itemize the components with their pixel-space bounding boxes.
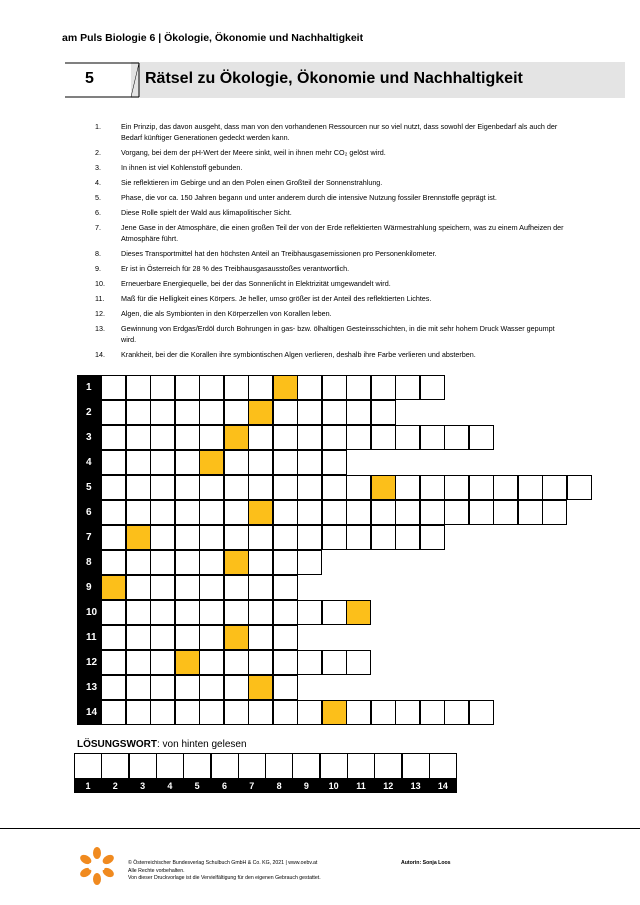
solution-number: 3	[129, 779, 157, 793]
letter-cell[interactable]	[126, 575, 151, 600]
highlighted-letter-cell[interactable]	[175, 650, 200, 675]
letter-cell[interactable]	[273, 450, 298, 475]
letter-cell[interactable]	[150, 450, 175, 475]
letter-cell[interactable]	[395, 375, 420, 400]
clue-item	[95, 279, 565, 290]
letter-cell[interactable]	[420, 500, 445, 525]
letter-cell[interactable]	[322, 400, 347, 425]
letter-cell[interactable]	[224, 700, 249, 725]
letter-cell[interactable]	[199, 525, 224, 550]
letter-cell[interactable]	[224, 500, 249, 525]
solution-label	[77, 739, 247, 750]
letter-cell[interactable]	[346, 475, 371, 500]
letter-cell[interactable]	[273, 425, 298, 450]
letter-cell[interactable]	[199, 425, 224, 450]
solution-number: 12	[374, 779, 402, 793]
clue-number: 13.	[95, 324, 105, 334]
clue-number: 10.	[95, 279, 105, 289]
letter-cell[interactable]	[395, 700, 420, 725]
row-number: 14	[77, 700, 101, 725]
letter-cell[interactable]	[371, 525, 396, 550]
row-number: 3	[77, 425, 101, 450]
letter-cell[interactable]	[518, 475, 543, 500]
letter-cell[interactable]	[469, 500, 494, 525]
letter-cell[interactable]	[248, 625, 273, 650]
page-header: am Puls Biologie 6 | Ökologie, Ökonomie und Nachhaltigkeit	[62, 32, 364, 44]
solution-number: 5	[183, 779, 211, 793]
letter-cell[interactable]	[150, 625, 175, 650]
letter-cell[interactable]	[273, 500, 298, 525]
footer-copyright	[128, 860, 388, 883]
letter-cell[interactable]	[175, 600, 200, 625]
letter-cell[interactable]	[126, 700, 151, 725]
clue-item	[95, 122, 565, 143]
letter-cell[interactable]	[248, 700, 273, 725]
letter-cell[interactable]	[175, 550, 200, 575]
letter-cell[interactable]	[199, 625, 224, 650]
highlighted-letter-cell[interactable]	[248, 675, 273, 700]
solution-letter-cell[interactable]	[211, 753, 239, 779]
letter-cell[interactable]	[199, 575, 224, 600]
logo-text: öbv	[88, 862, 106, 873]
letter-cell[interactable]	[101, 375, 126, 400]
rights-line: Alle Rechte vorbehalten.	[128, 867, 185, 874]
clue-item	[95, 264, 565, 275]
letter-cell[interactable]	[199, 375, 224, 400]
solution-letter-cell[interactable]	[265, 753, 293, 779]
letter-cell[interactable]	[126, 450, 151, 475]
solution-letter-cell[interactable]	[320, 753, 348, 779]
clue-number: 3.	[95, 162, 101, 172]
clue-text: Algen, die als Symbionten in den Körperzellen von Korallen leben.	[121, 309, 332, 319]
row-number: 10	[77, 600, 101, 625]
solution-number: 10	[320, 779, 348, 793]
letter-cell[interactable]	[395, 525, 420, 550]
letter-cell[interactable]	[150, 475, 175, 500]
clue-text: Ein Prinzip, das davon ausgeht, dass man von den vorhandenen Ressourcen nur so viel nutzt, dass sowohl der Eigenbedarf als auch der Bedarf künftiger Generationen gedeckt werden kann.	[121, 122, 558, 142]
letter-cell[interactable]	[542, 500, 567, 525]
letter-cell[interactable]	[126, 600, 151, 625]
letter-cell[interactable]	[101, 500, 126, 525]
solution-letter-cell[interactable]	[347, 753, 375, 779]
letter-cell[interactable]	[175, 450, 200, 475]
clue-text: Erneuerbare Energiequelle, bei der das Sonnenlicht in Elektrizität umgewandelt wird.	[121, 279, 391, 289]
letter-cell[interactable]	[297, 425, 322, 450]
letter-cell[interactable]	[224, 450, 249, 475]
clue-text: In ihnen ist viel Kohlenstoff gebunden.	[121, 162, 243, 172]
solution-word-title: LÖSUNGSWORT	[77, 739, 157, 750]
letter-cell[interactable]	[444, 475, 469, 500]
highlighted-letter-cell[interactable]	[224, 550, 249, 575]
row-number: 4	[77, 450, 101, 475]
highlighted-letter-cell[interactable]	[371, 475, 396, 500]
letter-cell[interactable]	[224, 475, 249, 500]
letter-cell[interactable]	[322, 450, 347, 475]
letter-cell[interactable]	[346, 425, 371, 450]
letter-cell[interactable]	[224, 400, 249, 425]
letter-cell[interactable]	[199, 675, 224, 700]
letter-cell[interactable]	[175, 400, 200, 425]
letter-cell[interactable]	[371, 500, 396, 525]
letter-cell[interactable]	[101, 625, 126, 650]
letter-cell[interactable]	[346, 650, 371, 675]
letter-cell[interactable]	[175, 625, 200, 650]
letter-cell[interactable]	[297, 700, 322, 725]
highlighted-letter-cell[interactable]	[101, 575, 126, 600]
clue-item	[95, 193, 565, 204]
row-number: 12	[77, 650, 101, 675]
letter-cell[interactable]	[273, 550, 298, 575]
row-number: 11	[77, 625, 101, 650]
highlighted-letter-cell[interactable]	[224, 425, 249, 450]
letter-cell[interactable]	[273, 675, 298, 700]
author: Autorin: Sonja Loos	[401, 860, 451, 866]
solution-letter-cell[interactable]	[292, 753, 320, 779]
highlighted-letter-cell[interactable]	[224, 625, 249, 650]
letter-cell[interactable]	[126, 500, 151, 525]
letter-cell[interactable]	[224, 525, 249, 550]
clue-number: 12.	[95, 309, 105, 319]
clue-number: 2.	[95, 147, 101, 157]
letter-cell[interactable]	[126, 475, 151, 500]
clue-text: Jene Gase in der Atmosphäre, die einen großen Teil der von der Erde reflektierten Wärmestrahlung speichern, was zu einem Aufheizen der Atmosphäre führt.	[121, 223, 564, 243]
letter-cell[interactable]	[273, 525, 298, 550]
letter-cell[interactable]	[150, 675, 175, 700]
clue-text: Dieses Transportmittel hat den höchsten Anteil an Treibhausgasemissionen pro Personenkilometer.	[121, 248, 437, 258]
letter-cell[interactable]	[199, 400, 224, 425]
clue-number: 6.	[95, 208, 101, 218]
letter-cell[interactable]	[150, 425, 175, 450]
letter-cell[interactable]	[248, 450, 273, 475]
letter-cell[interactable]	[150, 700, 175, 725]
clue-item	[95, 223, 565, 244]
letter-cell[interactable]	[199, 475, 224, 500]
letter-cell[interactable]	[224, 375, 249, 400]
row-number: 6	[77, 500, 101, 525]
clue-number: 11.	[95, 294, 105, 304]
letter-cell[interactable]	[199, 650, 224, 675]
solution-number: 8	[265, 779, 293, 793]
letter-cell[interactable]	[101, 550, 126, 575]
solution-number: 6	[211, 779, 239, 793]
letter-cell[interactable]	[297, 550, 322, 575]
clue-item	[95, 208, 565, 219]
clue-text: Er ist in Österreich für 28 % des Treibhausgasausstoßes verantwortlich.	[121, 263, 350, 273]
letter-cell[interactable]	[126, 425, 151, 450]
solution-number: 11	[347, 779, 375, 793]
letter-cell[interactable]	[322, 525, 347, 550]
letter-cell[interactable]	[248, 425, 273, 450]
clue-number: 8.	[95, 248, 101, 258]
row-number: 1	[77, 375, 101, 400]
letter-cell[interactable]	[248, 600, 273, 625]
letter-cell[interactable]	[126, 375, 151, 400]
solution-letter-cell[interactable]	[183, 753, 211, 779]
highlighted-letter-cell[interactable]	[273, 375, 298, 400]
letter-cell[interactable]	[273, 400, 298, 425]
row-number: 7	[77, 525, 101, 550]
letter-cell[interactable]	[493, 475, 518, 500]
letter-cell[interactable]	[248, 525, 273, 550]
solution-letter-cell[interactable]	[374, 753, 402, 779]
clue-text: Vorgang, bei dem der pH-Wert der Meere sinkt, weil in ihnen mehr CO₂ gelöst wird.	[121, 147, 386, 157]
letter-cell[interactable]	[150, 575, 175, 600]
letter-cell[interactable]	[101, 450, 126, 475]
solution-letter-cell[interactable]	[101, 753, 129, 779]
solution-number: 2	[101, 779, 129, 793]
letter-cell[interactable]	[175, 475, 200, 500]
letter-cell[interactable]	[248, 650, 273, 675]
highlighted-letter-cell[interactable]	[248, 500, 273, 525]
highlighted-letter-cell[interactable]	[346, 600, 371, 625]
letter-cell[interactable]	[469, 425, 494, 450]
clue-text: Sie reflektieren im Gebirge und an den Polen einen Großteil der Sonnenstrahlung.	[121, 177, 383, 187]
letter-cell[interactable]	[297, 400, 322, 425]
letter-cell[interactable]	[150, 375, 175, 400]
letter-cell[interactable]	[224, 600, 249, 625]
letter-cell[interactable]	[346, 375, 371, 400]
letter-cell[interactable]	[248, 375, 273, 400]
letter-cell[interactable]	[297, 375, 322, 400]
letter-cell[interactable]	[444, 425, 469, 450]
letter-cell[interactable]	[371, 700, 396, 725]
letter-cell[interactable]	[101, 675, 126, 700]
letter-cell[interactable]	[224, 675, 249, 700]
letter-cell[interactable]	[101, 525, 126, 550]
solution-number: 1	[74, 779, 102, 793]
letter-cell[interactable]	[420, 425, 445, 450]
letter-cell[interactable]	[224, 575, 249, 600]
letter-cell[interactable]	[297, 525, 322, 550]
letter-cell[interactable]	[175, 675, 200, 700]
clue-number: 4.	[95, 177, 101, 187]
letter-cell[interactable]	[518, 500, 543, 525]
letter-cell[interactable]	[273, 625, 298, 650]
letter-cell[interactable]	[126, 675, 151, 700]
letter-cell[interactable]	[444, 700, 469, 725]
clue-number: 1.	[95, 122, 101, 131]
solution-hint: : von hinten gelesen	[157, 739, 247, 750]
letter-cell[interactable]	[224, 650, 249, 675]
letter-cell[interactable]	[199, 500, 224, 525]
clue-item	[95, 309, 565, 320]
letter-cell[interactable]	[175, 525, 200, 550]
copyright-line: © Österreichischer Bundesverlag Schulbuch GmbH & Co. KG, 2021 | www.oebv.at	[128, 860, 318, 866]
row-number: 2	[77, 400, 101, 425]
letter-cell[interactable]	[444, 500, 469, 525]
letter-cell[interactable]	[420, 475, 445, 500]
letter-cell[interactable]	[248, 575, 273, 600]
highlighted-letter-cell[interactable]	[248, 400, 273, 425]
solution-number: 13	[402, 779, 430, 793]
clue-number: 7.	[95, 223, 101, 233]
letter-cell[interactable]	[469, 700, 494, 725]
letter-cell[interactable]	[420, 375, 445, 400]
letter-cell[interactable]	[297, 475, 322, 500]
letter-cell[interactable]	[126, 625, 151, 650]
solution-letter-cell[interactable]	[156, 753, 184, 779]
letter-cell[interactable]	[322, 500, 347, 525]
clue-number: 14.	[95, 350, 105, 359]
letter-cell[interactable]	[248, 475, 273, 500]
letter-cell[interactable]	[175, 425, 200, 450]
letter-cell[interactable]	[346, 500, 371, 525]
letter-cell[interactable]	[126, 400, 151, 425]
letter-cell[interactable]	[175, 700, 200, 725]
permission-line: Von dieser Druckvorlage ist die Vervielfältigung für den eigenen Gebrauch gestattet.	[128, 875, 321, 881]
letter-cell[interactable]	[322, 475, 347, 500]
letter-cell[interactable]	[150, 600, 175, 625]
letter-cell[interactable]	[150, 650, 175, 675]
letter-cell[interactable]	[346, 400, 371, 425]
letter-cell[interactable]	[273, 475, 298, 500]
solution-letter-cell[interactable]	[238, 753, 266, 779]
clue-text: Maß für die Helligkeit eines Körpers. Je heller, umso größer ist der Anteil des reflektierten Lichtes.	[121, 294, 432, 304]
letter-cell[interactable]	[273, 575, 298, 600]
letter-cell[interactable]	[101, 650, 126, 675]
letter-cell[interactable]	[150, 525, 175, 550]
letter-cell[interactable]	[297, 450, 322, 475]
letter-cell[interactable]	[346, 700, 371, 725]
clue-text: Krankheit, bei der die Korallen ihre symbiontischen Algen verlieren, deshalb ihre Farbe verlieren und absterben.	[121, 350, 476, 359]
letter-cell[interactable]	[101, 700, 126, 725]
clue-number: 5.	[95, 192, 101, 202]
solution-letter-cell[interactable]	[74, 753, 102, 779]
clue-item	[95, 350, 565, 361]
solution-number: 7	[238, 779, 266, 793]
letter-cell[interactable]	[346, 525, 371, 550]
letter-cell[interactable]	[371, 425, 396, 450]
clue-item	[95, 294, 565, 305]
letter-cell[interactable]	[322, 600, 347, 625]
clue-item	[95, 249, 565, 260]
letter-cell[interactable]	[493, 500, 518, 525]
letter-cell[interactable]	[297, 600, 322, 625]
clue-item	[95, 324, 565, 345]
letter-cell[interactable]	[175, 500, 200, 525]
letter-cell[interactable]	[150, 550, 175, 575]
highlighted-letter-cell[interactable]	[322, 700, 347, 725]
letter-cell[interactable]	[273, 650, 298, 675]
letter-cell[interactable]	[248, 550, 273, 575]
letter-cell[interactable]	[199, 700, 224, 725]
solution-number: 9	[292, 779, 320, 793]
letter-cell[interactable]	[542, 475, 567, 500]
title-band	[65, 62, 625, 98]
letter-cell[interactable]	[150, 400, 175, 425]
clue-text: Diese Rolle spielt der Wald aus klimapolitischer Sicht.	[121, 208, 292, 218]
letter-cell[interactable]	[101, 425, 126, 450]
clue-number: 9.	[95, 263, 101, 273]
letter-cell[interactable]	[420, 525, 445, 550]
letter-cell[interactable]	[297, 500, 322, 525]
letter-cell[interactable]	[175, 375, 200, 400]
exercise-number: 5	[85, 70, 94, 87]
row-number: 9	[77, 575, 101, 600]
letter-cell[interactable]	[126, 650, 151, 675]
letter-cell[interactable]	[101, 475, 126, 500]
row-number: 8	[77, 550, 101, 575]
letter-cell[interactable]	[322, 375, 347, 400]
letter-cell[interactable]	[371, 400, 396, 425]
letter-cell[interactable]	[175, 575, 200, 600]
letter-cell[interactable]	[395, 475, 420, 500]
clue-text: Gewinnung von Erdgas/Erdöl durch Bohrungen in gas- bzw. ölhaltigen Gesteinsschichten, in die mit sehr hohem Druck Wasser gepumpt wird.	[121, 324, 555, 344]
letter-cell[interactable]	[395, 425, 420, 450]
clue-item	[95, 148, 565, 159]
letter-cell[interactable]	[101, 600, 126, 625]
letter-cell[interactable]	[273, 600, 298, 625]
letter-cell[interactable]	[126, 550, 151, 575]
letter-cell[interactable]	[371, 375, 396, 400]
solution-letter-cell[interactable]	[429, 753, 457, 779]
row-number: 5	[77, 475, 101, 500]
clue-text: Phase, die vor ca. 150 Jahren begann und unter anderem durch die intensive Nutzung fossiler Brennstoffe geprägt ist.	[121, 192, 497, 202]
clue-item	[95, 163, 565, 174]
letter-cell[interactable]	[199, 550, 224, 575]
highlighted-letter-cell[interactable]	[126, 525, 151, 550]
letter-cell[interactable]	[395, 500, 420, 525]
page-title: Rätsel zu Ökologie, Ökonomie und Nachhaltigkeit	[145, 70, 523, 87]
letter-cell[interactable]	[150, 500, 175, 525]
letter-cell[interactable]	[420, 700, 445, 725]
letter-cell[interactable]	[297, 650, 322, 675]
clue-item	[95, 178, 565, 189]
letter-cell[interactable]	[199, 600, 224, 625]
solution-letter-cell[interactable]	[402, 753, 430, 779]
row-number: 13	[77, 675, 101, 700]
letter-cell[interactable]	[322, 650, 347, 675]
highlighted-letter-cell[interactable]	[199, 450, 224, 475]
letter-cell[interactable]	[567, 475, 592, 500]
clue-list	[95, 122, 565, 365]
letter-cell[interactable]	[101, 400, 126, 425]
oebv-logo-icon	[77, 846, 117, 886]
solution-letter-cell[interactable]	[129, 753, 157, 779]
solution-number: 14	[429, 779, 457, 793]
footer-divider	[0, 828, 640, 829]
solution-number: 4	[156, 779, 184, 793]
letter-cell[interactable]	[322, 425, 347, 450]
letter-cell[interactable]	[469, 475, 494, 500]
letter-cell[interactable]	[273, 700, 298, 725]
